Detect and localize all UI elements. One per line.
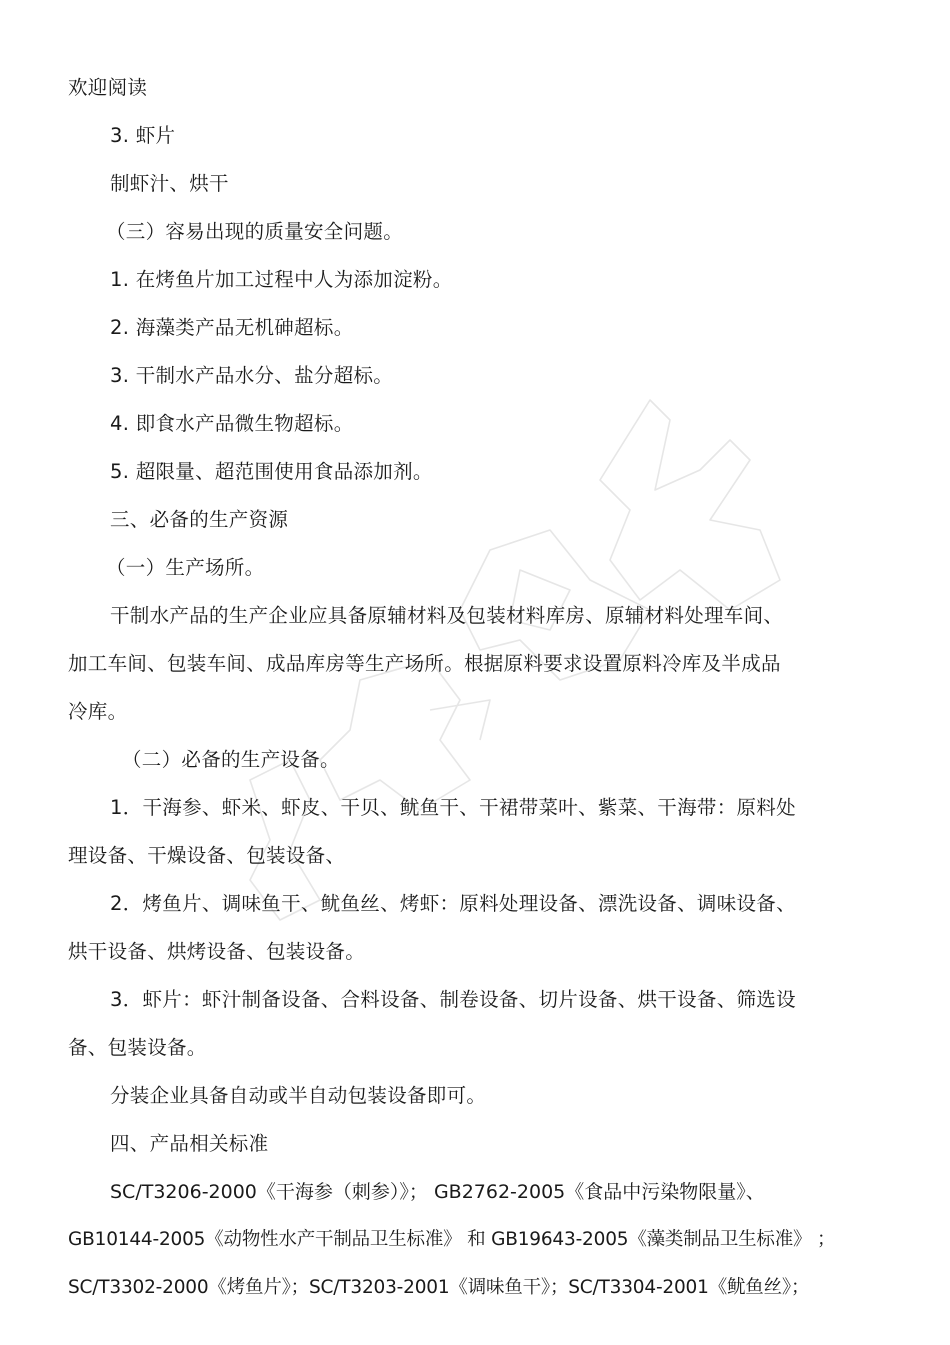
section-heading: 三、必备的生产资源: [110, 508, 289, 531]
paragraph-line: 2．烤鱼片、调味鱼干、鱿鱼丝、烤虾：原料处理设备、漂洗设备、调味设备、: [110, 892, 796, 915]
section-heading: （三）容易出现的质量安全问题。: [106, 220, 404, 243]
paragraph-line: 理设备、干燥设备、包装设备、: [68, 844, 346, 867]
body-line: 制虾汁、烘干: [110, 172, 229, 195]
standards-line: GB10144-2005《动物性水产干制品卫生标准》 和 GB19643-2005《藻类制品卫生标准》 ；: [68, 1229, 836, 1250]
paragraph-line: 烘干设备、烘烤设备、包装设备。: [68, 940, 366, 963]
standards-line: SC/T3206-2000《干海参（刺参）》； GB2762-2005《食品中污染物限量》、: [110, 1181, 765, 1203]
paragraph-line: 备、包装设备。: [68, 1036, 207, 1059]
section-heading: 四、产品相关标准: [110, 1132, 269, 1155]
page-header: 欢迎阅读: [68, 76, 148, 99]
paragraph-line: 加工车间、包装车间、成品库房等生产场所。根据原料要求设置原料冷库及半成品: [68, 652, 781, 675]
list-item: 5. 超限量、超范围使用食品添加剂。: [110, 460, 433, 483]
section-item: 3. 虾片: [110, 124, 176, 147]
list-item: 1. 在烤鱼片加工过程中人为添加淀粉。: [110, 268, 453, 291]
list-item: 4. 即食水产品微生物超标。: [110, 412, 354, 435]
paragraph-line: 1．干海参、虾米、虾皮、干贝、鱿鱼干、干裙带菜叶、紫菜、干海带：原料处: [110, 796, 796, 819]
paragraph-line: 3．虾片：虾汁制备设备、合料设备、制卷设备、切片设备、烘干设备、筛选设: [110, 988, 796, 1011]
subsection-heading: （一）生产场所。: [106, 556, 265, 579]
paragraph-line: 分装企业具备自动或半自动包装设备即可。: [110, 1084, 487, 1107]
list-item: 3. 干制水产品水分、盐分超标。: [110, 364, 394, 387]
paragraph-line: 冷库。: [68, 700, 128, 723]
standards-line: SC/T3302-2000《烤鱼片》；SC/T3203-2001《调味鱼干》；SC/T3304-2001《鱿鱼丝》；: [68, 1277, 810, 1298]
subsection-heading: （二）必备的生产设备。: [122, 748, 340, 771]
list-item: 2. 海藻类产品无机砷超标。: [110, 316, 354, 339]
paragraph-line: 干制水产品的生产企业应具备原辅材料及包装材料库房、原辅材料处理车间、: [110, 604, 784, 627]
